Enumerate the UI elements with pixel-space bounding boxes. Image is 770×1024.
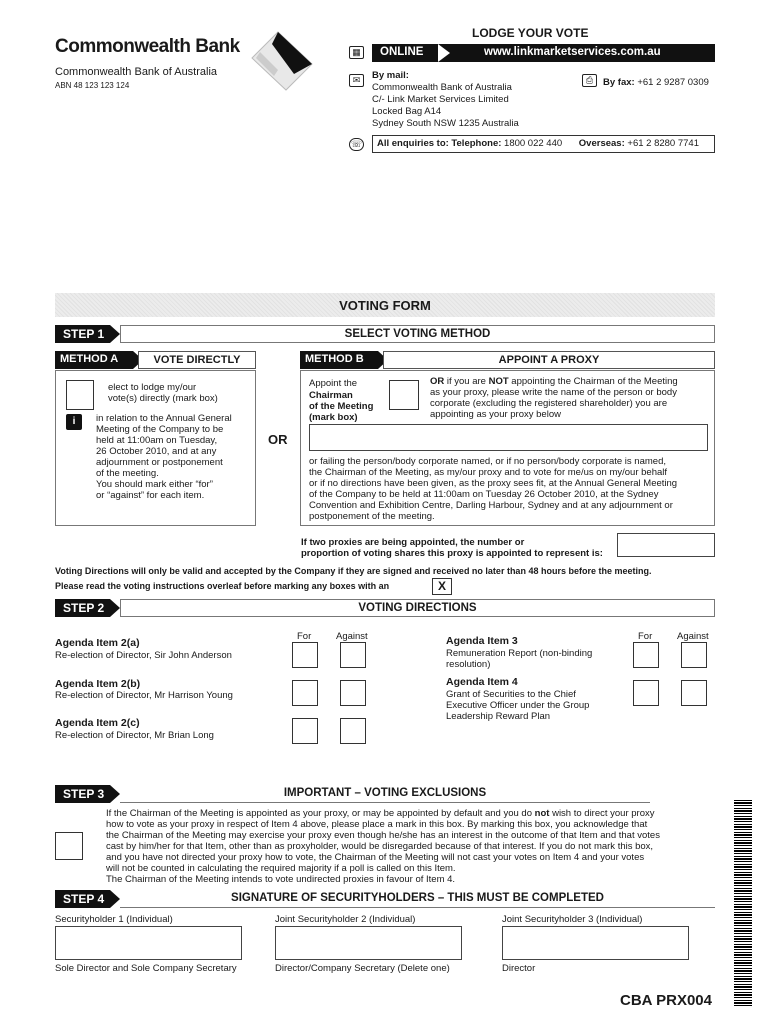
fax-number: +61 2 9287 0309: [637, 77, 709, 88]
two-proxies-line-1: If two proxies are being appointed, the number or: [301, 537, 525, 548]
mail-icon: ✉: [349, 74, 364, 87]
form-title-bar: [55, 293, 715, 317]
agenda-3-for[interactable]: [633, 642, 659, 668]
holder-1-label: Securityholder 1 (Individual): [55, 914, 173, 925]
step2-title: VOTING DIRECTIONS: [120, 599, 715, 617]
mark-x-example: X: [432, 578, 452, 595]
brand-name: Commonwealth Bank: [55, 36, 240, 57]
form-title: VOTING FORM: [339, 298, 431, 313]
agenda-4-for[interactable]: [633, 680, 659, 706]
for-header-left: For: [297, 631, 312, 642]
method-a-title: VOTE DIRECTLY: [138, 351, 256, 369]
method-a-info-8: or “against” for each item.: [96, 490, 205, 501]
fax-icon: ⎙: [582, 74, 597, 87]
method-a-info-2: Meeting of the Company to be: [96, 424, 224, 435]
appoint-line-2: Chairman: [309, 390, 353, 401]
enquiries-phone: 1800 022 440: [504, 138, 563, 149]
agenda-4-desc-3: Leadership Reward Plan: [446, 711, 551, 722]
overseas-phone: +61 2 8280 7741: [627, 138, 699, 149]
appoint-line-3: of the Meeting: [309, 401, 374, 412]
agenda-2a-against[interactable]: [340, 642, 366, 668]
agenda-4-title: Agenda Item 4: [446, 676, 518, 688]
mail-line-4: Sydney South NSW 1235 Australia: [372, 118, 519, 129]
agenda-2a-for[interactable]: [292, 642, 318, 668]
agenda-2b-against[interactable]: [340, 680, 366, 706]
proxy-line-1: as your proxy, please write the name of the person or body: [430, 387, 677, 398]
chairman-checkbox[interactable]: [389, 380, 419, 410]
agenda-2c-for[interactable]: [292, 718, 318, 744]
barcode-icon: [734, 800, 752, 1008]
fax-info: By fax: +61 2 9287 0309: [603, 77, 709, 88]
method-a-text-1: elect to lodge my/our: [108, 382, 197, 393]
exclusion-line-5: and you have not directed your proxy how to vote, the Chairman of the Meeting will not cast your votes on Item 4 and your votes: [106, 852, 645, 863]
step1-title: SELECT VOTING METHOD: [120, 325, 715, 343]
holder-1-signature[interactable]: [55, 926, 242, 960]
method-a-info-7: You should mark either “for”: [96, 479, 213, 490]
mail-label: By mail:: [372, 70, 409, 81]
agenda-4-desc-2: Executive Officer under the Group: [446, 700, 590, 711]
overseas-label: Overseas:: [578, 138, 625, 149]
method-a-info-5: adjournment or postponement: [96, 457, 223, 468]
method-a-text-2: vote(s) directly (mark box): [108, 393, 218, 404]
for-header-right: For: [638, 631, 653, 642]
method-b-tag: METHOD B: [300, 351, 378, 369]
agenda-2b-for[interactable]: [292, 680, 318, 706]
mail-line-1: Commonwealth Bank of Australia: [372, 82, 512, 93]
method-a-tag: METHOD A: [55, 351, 133, 369]
method-a-checkbox[interactable]: [66, 380, 94, 410]
step4-title: SIGNATURE OF SECURITYHOLDERS – THIS MUST BE COMPLETED: [120, 890, 715, 908]
lodge-title: LODGE YOUR VOTE: [472, 26, 589, 40]
holder-3-signature[interactable]: [502, 926, 689, 960]
two-proxies-line-2: proportion of voting shares this proxy is appointed to represent is:: [301, 548, 603, 559]
abn: ABN 48 123 123 124: [55, 81, 130, 90]
voting-exclusion-checkbox[interactable]: [55, 832, 83, 860]
or-separator: OR: [268, 432, 288, 447]
agenda-2a-title: Agenda Item 2(a): [55, 637, 140, 649]
step3-tag: STEP 3: [55, 785, 110, 803]
proxy-line-3: appointing as your proxy below: [430, 409, 561, 420]
agenda-3-desc-2: resolution): [446, 659, 491, 670]
not-appointing-line: OR if you are NOT appointing the Chairman of the Meeting: [430, 376, 678, 387]
step4-tag: STEP 4: [55, 890, 110, 908]
holder-2-signature[interactable]: [275, 926, 462, 960]
info-icon: i: [66, 414, 82, 430]
proxy-line-2: corporate (excluding the registered shareholder) you are: [430, 398, 668, 409]
enquiries-label: All enquiries to: Telephone:: [377, 138, 502, 149]
agenda-2a-desc: Re-election of Director, Sir John Anderson: [55, 650, 232, 661]
failing-line-6: postponement of the meeting.: [309, 511, 435, 522]
agenda-3-against[interactable]: [681, 642, 707, 668]
holder-3-role: Director: [502, 963, 536, 974]
proxy-proportion-field[interactable]: [617, 533, 715, 557]
against-header-left: Against: [336, 631, 368, 642]
method-a-info-3: held at 11:00am on Tuesday,: [96, 435, 218, 446]
phone-icon: ☏: [350, 139, 363, 149]
method-a-info-4: 26 October 2010, and at any: [96, 446, 217, 457]
failing-line-4: of the Company to be held at 11:00am on Tuesday 26 October 2010, at the Sydney: [309, 489, 659, 500]
holder-2-role: Director/Company Secretary (Delete one): [275, 963, 450, 974]
exclusion-line-4: cast by him/her for that Item, other than as proxyholder, would be disregarded because of that interest. If you do not mark this box,: [106, 841, 654, 852]
agenda-2b-desc: Re-election of Director, Mr Harrison Young: [55, 690, 233, 701]
agenda-2c-against[interactable]: [340, 718, 366, 744]
failing-line-1: or failing the person/body corporate named, or if no person/body corporate is named,: [309, 456, 666, 467]
method-b-title: APPOINT A PROXY: [383, 351, 715, 369]
step3-title: IMPORTANT – VOTING EXCLUSIONS: [120, 785, 650, 803]
failing-line-2: the Chairman of the Meeting, as my/our proxy and to vote for me/us on my/our behalf: [309, 467, 668, 478]
online-bar: [372, 44, 715, 62]
instructions-note: Please read the voting instructions overleaf before marking any boxes with an: [55, 581, 390, 591]
holder-2-label: Joint Securityholder 2 (Individual): [275, 914, 416, 925]
company-full-name: Commonwealth Bank of Australia: [55, 66, 218, 78]
failing-line-3: or if no directions have been given, as the proxy sees fit, at the Annual General Meeting: [309, 478, 678, 489]
online-url[interactable]: www.linkmarketservices.com.au: [484, 46, 661, 58]
appoint-line-1: Appoint the: [309, 378, 358, 389]
computer-icon: ▦: [349, 46, 364, 59]
online-label: ONLINE: [380, 46, 424, 58]
step2-tag: STEP 2: [55, 599, 110, 617]
enquiries-box: [372, 135, 715, 153]
validity-note: Voting Directions will only be valid and accepted by the Company if they are signed and received no later than 48 hours before the meeting.: [55, 566, 652, 576]
agenda-3-desc-1: Remuneration Report (non-binding: [446, 648, 593, 659]
method-a-info-1: in relation to the Annual General: [96, 413, 232, 424]
appoint-line-4: (mark box): [309, 412, 358, 423]
against-header-right: Against: [677, 631, 709, 642]
exclusion-line-1: If the Chairman of the Meeting is appointed as your proxy, or may be appointed by default and you do not wish to direct your proxy: [106, 808, 655, 819]
failing-line-5: Convention and Exhibition Centre, Darling Harbour, Sydney and at any adjournment or: [309, 500, 673, 511]
step1-tag: STEP 1: [55, 325, 110, 343]
agenda-3-title: Agenda Item 3: [446, 635, 518, 647]
exclusion-line-2: how to vote as your proxy in respect of Item 4 above, please place a mark in this box. By marking this box, you acknowledge that: [106, 819, 648, 830]
agenda-2c-desc: Re-election of Director, Mr Brian Long: [55, 730, 214, 741]
mail-line-2: C/- Link Market Services Limited: [372, 94, 509, 105]
exclusion-line-6: will not be counted in calculating the required majority if a poll is called on this Item.: [106, 863, 456, 874]
agenda-4-desc-1: Grant of Securities to the Chief: [446, 689, 576, 700]
bank-logo-icon: [248, 30, 314, 92]
holder-3-label: Joint Securityholder 3 (Individual): [502, 914, 643, 925]
proxy-name-field[interactable]: [309, 424, 708, 451]
agenda-2b-title: Agenda Item 2(b): [55, 678, 141, 690]
exclusion-line-7: The Chairman of the Meeting intends to vote undirected proxies in favour of Item 4.: [106, 874, 456, 885]
form-code: CBA PRX004: [620, 992, 712, 1009]
mail-line-3: Locked Bag A14: [372, 106, 442, 117]
exclusion-line-3: the Chairman of the Meeting may exercise your proxy even though he/she has an interest in the outcome of that Item and that votes: [106, 830, 660, 841]
holder-1-role: Sole Director and Sole Company Secretary: [55, 963, 237, 974]
method-a-info-6: of the meeting.: [96, 468, 159, 479]
online-arrow: [438, 44, 450, 62]
agenda-4-against[interactable]: [681, 680, 707, 706]
agenda-2c-title: Agenda Item 2(c): [55, 717, 140, 729]
